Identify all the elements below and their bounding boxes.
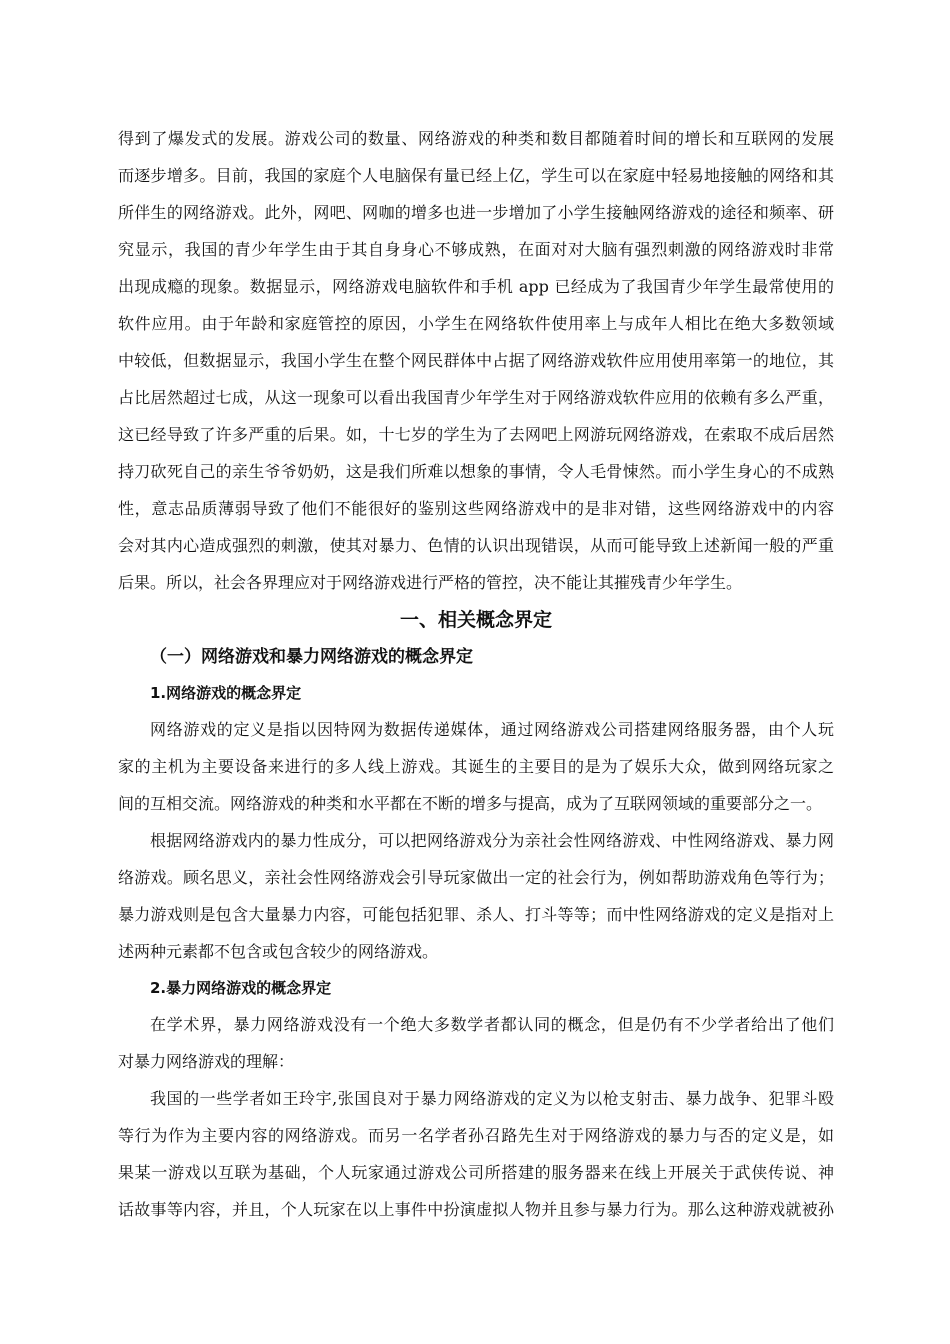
text-line: 后果。所以，社会各界理应对于网络游戏进行严格的管控，决不能让其摧残青少年学生。 (118, 573, 743, 592)
text-line: 我国的一些学者如王玲宇,张国良对于暴力网络游戏的定义为以枪支射击、暴力战争、犯罪斗殴 (150, 1089, 834, 1108)
paragraph (118, 822, 834, 970)
text-line: 这已经导致了许多严重的后果。如，十七岁的学生为了去网吧上网游玩网络游戏，在索取不成后居然 (118, 425, 834, 444)
text-line: 得到了爆发式的发展。游戏公司的数量、网络游戏的种类和数目都随着时间的增长和互联网的发展 (118, 129, 834, 148)
text-line: 暴力游戏则是包含大量暴力内容，可能包括犯罪、杀人、打斗等等；而中性网络游戏的定义是指对上 (118, 905, 834, 924)
text-line: 等行为作为主要内容的网络游戏。而另一名学者孙召路先生对于网络游戏的暴力与否的定义是，如 (118, 1126, 834, 1145)
text-line: 会对其内心造成强烈的刺激，使其对暴力、色情的认识出现错误，从而可能导致上述新闻一般的严重 (118, 536, 834, 555)
text-line: 软件应用。由于年龄和家庭管控的原因，小学生在网络软件使用率上与成年人相比在绝大多数领域 (118, 314, 834, 333)
text-line: 究显示，我国的青少年学生由于其自身身心不够成熟，在面对对大脑有强烈刺激的网络游戏时非常 (118, 240, 834, 259)
item-heading: 1.网络游戏的概念界定 (150, 684, 302, 702)
text-line: 所伴生的网络游戏。此外，网吧、网咖的增多也进一步增加了小学生接触网络游戏的途径和频率、研 (118, 203, 834, 222)
text-line: 网络游戏的定义是指以因特网为数据传递媒体，通过网络游戏公司搭建网络服务器，由个人玩 (150, 720, 834, 739)
section-heading: 一、相关概念界定 (399, 609, 552, 631)
paragraph (118, 711, 834, 822)
text-line: 出现成瘾的现象。数据显示，网络游戏电脑软件和手机 app 已经成为了我国青少年学生最常使用的 (118, 277, 834, 296)
text-line: 对暴力网络游戏的理解： (118, 1052, 295, 1071)
text-line: 性，意志品质薄弱导致了他们不能很好的鉴别这些网络游戏中的是非对错，这些网络游戏中的内容 (118, 499, 834, 518)
item-heading: 2.暴力网络游戏的概念界定 (150, 979, 332, 997)
text-line: 持刀砍死自己的亲生爷爷奶奶，这是我们所难以想象的事情，令人毛骨悚然。而小学生身心的不成熟 (118, 462, 834, 481)
text-line: 根据网络游戏内的暴力性成分，可以把网络游戏分为亲社会性网络游戏、中性网络游戏、暴力网 (150, 831, 834, 850)
text-line: 话故事等内容，并且，个人玩家在以上事件中扮演虚拟人物并且参与暴力行为。那么这种游戏就被孙 (118, 1200, 834, 1219)
text-line: 在学术界，暴力网络游戏没有一个绝大多数学者都认同的概念，但是仍有不少学者给出了他们 (150, 1015, 834, 1034)
document-page (118, 120, 834, 1228)
paragraph (118, 1080, 834, 1228)
subsection-heading: （一）网络游戏和暴力网络游戏的概念界定 (150, 647, 473, 667)
text-line: 间的互相交流。网络游戏的种类和水平都在不断的增多与提高，成为了互联网领域的重要部分之一。 (118, 794, 823, 813)
paragraph (118, 1006, 834, 1080)
text-line: 络游戏。顾名思义，亲社会性网络游戏会引导玩家做出一定的社会行为，例如帮助游戏角色等行为； (118, 868, 834, 887)
text-line: 述两种元素都不包含或包含较少的网络游戏。 (118, 942, 439, 961)
text-line: 果某一游戏以互联为基础，个人玩家通过游戏公司所搭建的服务器来在线上开展关于武侠传说、神 (118, 1163, 834, 1182)
text-line: 而逐步增多。目前，我国的家庭个人电脑保有量已经上亿，学生可以在家庭中轻易地接触的网络和其 (118, 166, 834, 185)
text-line: 家的主机为主要设备来进行的多人线上游戏。其诞生的主要目的是为了娱乐大众，做到网络玩家之 (118, 757, 834, 776)
text-line: 中较低，但数据显示，我国小学生在整个网民群体中占据了网络游戏软件应用使用率第一的地位，其 (118, 351, 834, 370)
text-line: 占比居然超过七成，从这一现象可以看出我国青少年学生对于网络游戏软件应用的依赖有多么严重， (118, 388, 834, 407)
intro-paragraph (118, 120, 834, 601)
